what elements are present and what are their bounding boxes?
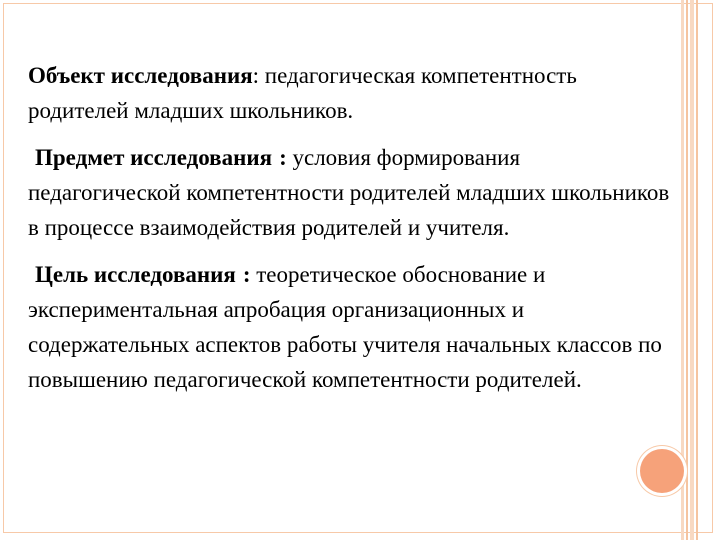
slide-content xyxy=(28,58,678,397)
decorative-stripe xyxy=(686,0,688,540)
research-object-paragraph xyxy=(28,58,678,128)
decorative-stripe xyxy=(681,0,684,540)
research-object-colon: : xyxy=(252,63,260,88)
research-subject-paragraph xyxy=(28,140,678,245)
research-goal-term: Цель исследования xyxy=(35,262,236,287)
decorative-stripe xyxy=(690,0,694,540)
research-subject-colon: : xyxy=(279,145,287,170)
research-subject-term: Предмет исследования xyxy=(35,145,273,170)
research-subject-text: условия формирования педагогической компетентности родителей младших школьников в процессе взаимодействия родителей и учителя. xyxy=(28,145,670,240)
research-goal-colon: : xyxy=(242,262,251,287)
decorative-stripe xyxy=(696,0,698,540)
research-object-term: Объект исследования xyxy=(28,63,253,88)
research-goal-paragraph xyxy=(28,257,678,397)
research-goal-text: теоретическое обоснование и экспериментальная апробация организационных и содержательных аспектов работы учителя начальных классов по повышению педагогической компетентности родителей. xyxy=(28,262,662,392)
research-object-text: педагогическая компетентность родителей младших школьников. xyxy=(28,63,577,123)
accent-circle xyxy=(640,449,684,493)
